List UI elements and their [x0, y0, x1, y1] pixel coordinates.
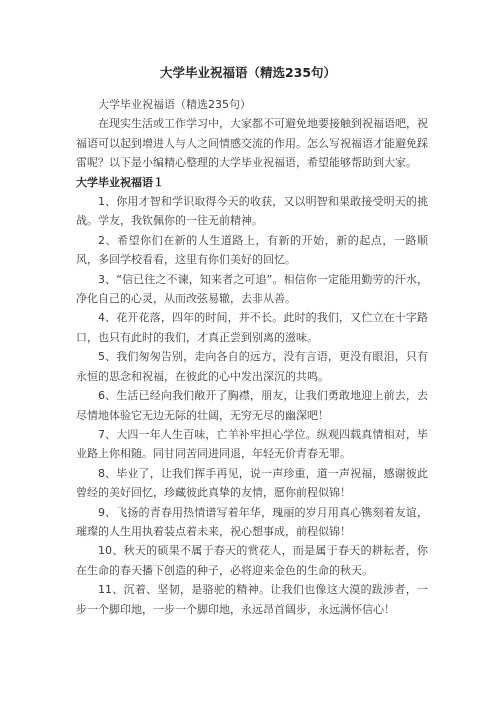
list-item: 5、我们匆匆告别，走向各自的远方，没有言语，更没有眼泪，只有永恒的思念和祝福，在彼此的心中发出深沉的共鸣。 — [76, 350, 428, 383]
list-item: 6、生活已经向我们敞开了胸襟，朋友，让我们勇敢地迎上前去，去尽情地体验它无边无际的壮阔，无穷无尽的幽深吧！ — [76, 389, 428, 422]
document-body — [76, 95, 428, 619]
list-item: 4、花开花落，四年的时间，并不长。此时的我们，又伫立在十字路口，也只有此时的我们，才真正尝到别离的滋味。 — [76, 311, 428, 344]
document-subtitle: 大学毕业祝福语（精选235句） — [98, 98, 251, 111]
list-item: 10、秋天的硕果不属于春天的赏花人，而是属于春天的耕耘者，你在生命的春天播下创造的种子，必将迎来金色的生命的秋天。 — [76, 544, 428, 577]
section-heading: 大学毕业祝福语１ — [76, 175, 164, 189]
list-item: 1、你用才智和学识取得今天的收获，又以明智和果敢接受明天的挑战。学友，我钦佩你的一往无前精神。 — [76, 195, 428, 228]
list-item: 7、大四一年人生百味，亡羊补牢担心学位。纵观四载真情相对，毕业路上你相随。同甘同苦同进同退，年轻无价青春无罪。 — [76, 427, 428, 461]
intro-paragraph: 在现实生活或工作学习中，大家都不可避免地要接触到祝福语吧，祝福语可以起到增进人与人之间情感交流的作用。怎么写祝福语才能避免踩雷呢？以下是小编精心整理的大学毕业祝福语，希望能够帮助到大家。 — [76, 117, 428, 170]
list-item: 11、沉着、坚韧，是骆驼的精神。让我们也像这大漠的跋涉者，一步一个脚印地，一步一个脚印地，永远昂首阔步，永远满怀信心！ — [76, 583, 428, 616]
document-title: 大学毕业祝福语（精选235句） — [159, 65, 337, 80]
list-item: 9、飞扬的青春用热情谱写着年华，瑰丽的岁月用真心镌刻着友谊，璀璨的人生用执着装点着未来，祝心想事成，前程似锦！ — [76, 505, 428, 538]
list-item: 3、“信已往之不谏，知来者之可追”。相信你一定能用勤劳的汗水，净化自己的心灵，从而改弦易辙，去非从善。 — [76, 272, 428, 306]
list-item: 8、毕业了，让我们挥手再见，说一声珍重，道一声祝福，感谢彼此曾经的美好回忆，珍藏彼此真挚的友情，愿你前程似锦！ — [76, 466, 428, 500]
list-item: 2、希望你们在新的人生道路上，有新的开始，新的起点，一路顺风，多回学校看看，这里有你们美好的回忆。 — [76, 233, 428, 267]
